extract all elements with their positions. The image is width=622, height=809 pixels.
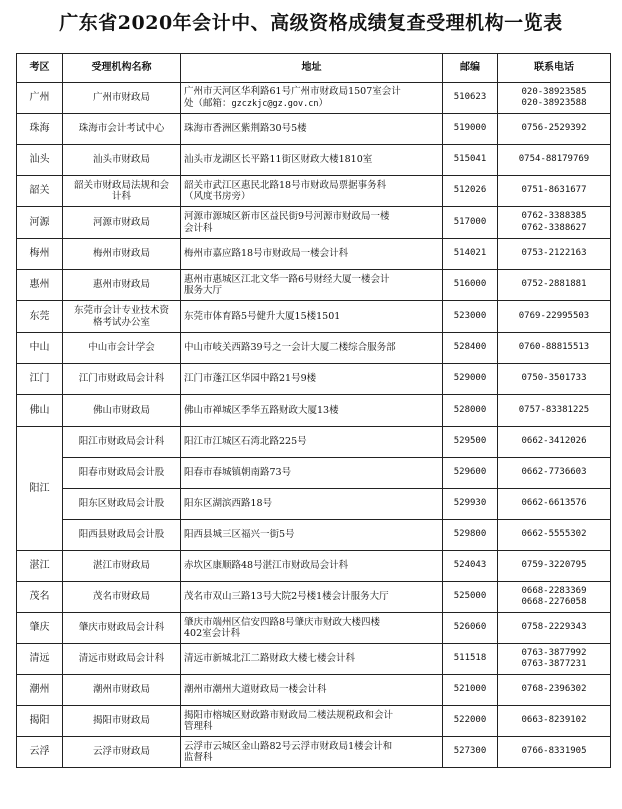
- address-line: 韶关市武江区惠民北路18号市财政局票据事务科: [184, 179, 387, 191]
- table-row: [17, 644, 611, 675]
- address-line: 阳江市江城区石湾北路225号: [184, 436, 307, 448]
- region-name: 湛江: [17, 551, 63, 582]
- org-name-line: 揭阳市财政局: [92, 715, 150, 727]
- org-name-line: 河源市财政局: [92, 216, 150, 228]
- org-name: [63, 613, 181, 644]
- address: [181, 520, 443, 551]
- org-name: [63, 333, 181, 364]
- address-line: 处（邮箱：gzczkjc@gz.gov.cn）: [184, 97, 329, 109]
- phone-line: 0662-6613576: [521, 498, 587, 509]
- zip-code: 510623: [443, 83, 498, 114]
- header-address: 地址: [181, 54, 443, 83]
- org-name-line: 阳东区财政局会计股: [78, 498, 165, 510]
- phone: [498, 145, 611, 176]
- phone-line: 0756-2529392: [521, 123, 587, 134]
- zip-code: 523000: [443, 301, 498, 333]
- phone: [498, 176, 611, 207]
- table-row: [17, 301, 611, 333]
- address-line: 阳西县城三区福兴一街5号: [184, 529, 295, 541]
- table-row: [17, 83, 611, 114]
- phone-line: 0766-8331905: [521, 746, 587, 757]
- region-name: 东莞: [17, 301, 63, 333]
- phone: [498, 83, 611, 114]
- phone-line: 0751-8631677: [521, 185, 587, 196]
- address-line: 402室会计科: [184, 628, 241, 639]
- table-row: [17, 520, 611, 551]
- phone-line: 0760-88815513: [518, 342, 590, 353]
- phone-line: 020-38923588: [521, 98, 587, 108]
- zip-code: 522000: [443, 706, 498, 737]
- org-name: [63, 551, 181, 582]
- address-line: 中山市岐关西路39号之一会计大厦二楼综合服务部: [184, 342, 396, 354]
- table-row: [17, 270, 611, 301]
- org-name: [63, 207, 181, 239]
- header-phone: 联系电话: [498, 54, 611, 83]
- phone: [498, 364, 611, 395]
- zip-code: 529500: [443, 427, 498, 458]
- address-line: 服务大厅: [184, 285, 223, 296]
- phone-line: 0668-2276058: [521, 597, 587, 607]
- phone: [498, 301, 611, 333]
- zip-code: 517000: [443, 207, 498, 239]
- header-region: 考区: [17, 54, 63, 83]
- phone-line: 0662-5555302: [521, 529, 587, 540]
- table-row: [17, 613, 611, 644]
- region-name: 河源: [17, 207, 63, 239]
- table-row: [17, 489, 611, 520]
- region-name: 广州: [17, 83, 63, 114]
- zip-code: 529930: [443, 489, 498, 520]
- phone-line: 0753-2122163: [521, 248, 587, 259]
- region-name: 揭阳: [17, 706, 63, 737]
- org-name-line: 江门市财政局会计科: [78, 373, 165, 385]
- address-line: 广州市天河区华利路61号广州市财政局1507室会计: [184, 86, 401, 97]
- org-name-line: 梅州市财政局: [92, 248, 150, 260]
- address: [181, 489, 443, 520]
- address-line: 会计科: [184, 222, 213, 234]
- phone: [498, 551, 611, 582]
- region-name: 珠海: [17, 114, 63, 145]
- table-body: [17, 83, 611, 768]
- zip-code: 526060: [443, 613, 498, 644]
- region-name: 阳江: [17, 427, 63, 551]
- phone-line: 0663-8239102: [521, 715, 587, 726]
- zip-code: 528000: [443, 395, 498, 427]
- phone-line: 0757-83381225: [518, 404, 590, 415]
- org-name-line: 茂名市财政局: [92, 591, 150, 603]
- table-row: [17, 333, 611, 364]
- org-name-line: 广州市财政局: [92, 92, 150, 104]
- address-line: （风度书房旁）: [184, 191, 251, 202]
- phone: [498, 675, 611, 706]
- address-line: 汕头市龙湖区长平路11街区财政大楼1810室: [184, 154, 373, 166]
- org-name-line: 阳西县财政局会计股: [78, 529, 165, 541]
- org-name: [63, 458, 181, 489]
- zip-code: 511518: [443, 644, 498, 675]
- org-name: [63, 644, 181, 675]
- table-row: [17, 458, 611, 489]
- org-name: [63, 427, 181, 458]
- zip-code: 529000: [443, 364, 498, 395]
- phone-line: 0662-3412026: [521, 436, 587, 447]
- address: [181, 145, 443, 176]
- org-name: [63, 176, 181, 207]
- phone-line: 0759-3220795: [521, 560, 587, 571]
- org-name-line: 潮州市财政局: [92, 684, 150, 696]
- phone-line: 0769-22995503: [518, 310, 590, 321]
- zip-code: 516000: [443, 270, 498, 301]
- address: [181, 458, 443, 489]
- phone: [498, 427, 611, 458]
- address-line: 潮州市潮州大道财政局一楼会计科: [184, 684, 327, 696]
- address-line: 惠州市惠城区江北文华一路6号财经大厦一楼会计: [184, 273, 390, 285]
- phone-line: 0762-3388385: [521, 211, 587, 221]
- table-row: [17, 239, 611, 270]
- address-line: 珠海市香洲区紫荆路30号5楼: [184, 123, 307, 135]
- phone: [498, 114, 611, 145]
- address-line: 揭阳市榕城区财政路市财政局二楼法规税政和会计: [184, 709, 394, 721]
- phone-line: 0762-3388627: [521, 222, 587, 233]
- org-name: [63, 706, 181, 737]
- address: [181, 737, 443, 768]
- address: [181, 427, 443, 458]
- phone: [498, 582, 611, 613]
- address: [181, 83, 443, 114]
- table-row: [17, 395, 611, 427]
- address-line: 江门市蓬江区华园中路21号9楼: [184, 373, 317, 385]
- phone: [498, 239, 611, 270]
- phone-line: 020-38923585: [521, 86, 587, 97]
- org-name: [63, 83, 181, 114]
- address-line: 赤坎区康顺路48号湛江市财政局会计科: [184, 560, 349, 572]
- zip-code: 525000: [443, 582, 498, 613]
- address: [181, 551, 443, 582]
- table-row: [17, 176, 611, 207]
- address-line: 管理科: [184, 721, 213, 732]
- zip-code: 512026: [443, 176, 498, 207]
- region-name: 肇庆: [17, 613, 63, 644]
- header-org: 受理机构名称: [63, 54, 181, 83]
- phone: [498, 644, 611, 675]
- phone: [498, 270, 611, 301]
- zip-code: 519000: [443, 114, 498, 145]
- zip-code: 529800: [443, 520, 498, 551]
- phone: [498, 520, 611, 551]
- phone-line: 0752-2881881: [521, 279, 587, 290]
- org-name: [63, 301, 181, 333]
- table-row: [17, 207, 611, 239]
- phone: [498, 395, 611, 427]
- zip-code: 514021: [443, 239, 498, 270]
- address: [181, 706, 443, 737]
- org-name-line: 肇庆市财政局会计科: [78, 622, 165, 634]
- address-line: 河源市源城区新市区益民街9号河源市财政局一楼: [184, 211, 390, 222]
- table-row: [17, 427, 611, 458]
- org-name-line: 格考试办公室: [92, 316, 150, 328]
- zip-code: 524043: [443, 551, 498, 582]
- phone: [498, 333, 611, 364]
- address: [181, 270, 443, 301]
- org-name-line: 东莞市会计专业技术资: [73, 305, 169, 316]
- phone-line: 0758-2229343: [521, 622, 587, 633]
- address-line: 云浮市云城区金山路82号云浮市财政局1楼会计和: [184, 740, 393, 752]
- address: [181, 644, 443, 675]
- phone-line: 0754-88179769: [518, 154, 590, 165]
- institution-table: [16, 53, 611, 768]
- region-name: 惠州: [17, 270, 63, 301]
- phone-line: 0750-3501733: [521, 373, 587, 384]
- org-name-line: 珠海市会计考试中心: [78, 123, 165, 135]
- org-name-line: 湛江市财政局: [92, 560, 150, 572]
- address: [181, 176, 443, 207]
- address: [181, 675, 443, 706]
- region-name: 中山: [17, 333, 63, 364]
- phone: [498, 737, 611, 768]
- region-name: 佛山: [17, 395, 63, 427]
- region-name: 韶关: [17, 176, 63, 207]
- address-line: 梅州市嘉应路18号市财政局一楼会计科: [184, 248, 349, 260]
- org-name-line: 阳江市财政局会计科: [78, 436, 165, 448]
- zip-code: 527300: [443, 737, 498, 768]
- org-name-line: 阳春市财政局会计股: [78, 467, 165, 479]
- region-name: 梅州: [17, 239, 63, 270]
- org-name: [63, 737, 181, 768]
- table-row: [17, 114, 611, 145]
- phone: [498, 207, 611, 239]
- org-name-line: 清远市财政局会计科: [78, 653, 165, 665]
- org-name-line: 韶关市财政局法规和会: [73, 179, 169, 191]
- zip-code: 515041: [443, 145, 498, 176]
- table-row: [17, 364, 611, 395]
- address: [181, 395, 443, 427]
- table-header-row: [17, 54, 611, 83]
- address: [181, 239, 443, 270]
- org-name: [63, 675, 181, 706]
- zip-code: 521000: [443, 675, 498, 706]
- address: [181, 333, 443, 364]
- org-name: [63, 114, 181, 145]
- address-line: 茂名市双山三路13号大院2号楼1楼会计服务大厅: [184, 591, 389, 603]
- org-name-line: 云浮市财政局: [92, 746, 150, 758]
- org-name: [63, 364, 181, 395]
- org-name: [63, 270, 181, 301]
- org-name: [63, 395, 181, 427]
- address-line: 东莞市体育路5号健升大厦15楼1501: [184, 310, 341, 322]
- table-row: [17, 582, 611, 613]
- zip-code: 529600: [443, 458, 498, 489]
- region-name: 江门: [17, 364, 63, 395]
- address-line: 阳春市春城镇朝南路73号: [184, 467, 292, 479]
- region-name: 云浮: [17, 737, 63, 768]
- table-row: [17, 706, 611, 737]
- table-row: [17, 675, 611, 706]
- phone-line: 0768-2396302: [521, 684, 587, 695]
- org-name: [63, 520, 181, 551]
- region-name: 清远: [17, 644, 63, 675]
- address-line: 监督科: [184, 752, 213, 763]
- address-line: 阳东区湖滨西路18号: [184, 498, 273, 510]
- phone: [498, 458, 611, 489]
- page-title: 广东省2020年会计中、高级资格成绩复查受理机构一览表: [59, 12, 563, 34]
- org-name: [63, 145, 181, 176]
- table-row: [17, 551, 611, 582]
- address-line: 肇庆市端州区信安四路8号肇庆市财政大楼四楼: [184, 616, 381, 628]
- address: [181, 582, 443, 613]
- address-line: 佛山市禅城区季华五路财政大厦13楼: [184, 404, 339, 416]
- org-name-line: 汕头市财政局: [92, 154, 150, 166]
- org-name: [63, 489, 181, 520]
- phone: [498, 613, 611, 644]
- address-line: 清远市新城北江二路财政大楼七楼会计科: [184, 653, 356, 665]
- address: [181, 114, 443, 145]
- table-row: [17, 145, 611, 176]
- org-name-line: 惠州市财政局: [92, 279, 150, 291]
- region-name: 汕头: [17, 145, 63, 176]
- phone-line: 0662-7736603: [521, 467, 587, 478]
- address: [181, 364, 443, 395]
- region-name: 茂名: [17, 582, 63, 613]
- org-name-line: 中山市会计学会: [88, 342, 155, 354]
- region-name: 潮州: [17, 675, 63, 706]
- org-name: [63, 239, 181, 270]
- phone-line: 0763-3877231: [521, 659, 587, 669]
- org-name-line: 佛山市财政局: [92, 404, 150, 416]
- address: [181, 613, 443, 644]
- email-address[interactable]: gzczkjc@gz.gov.cn: [231, 98, 319, 109]
- zip-code: 528400: [443, 333, 498, 364]
- phone-line: 0668-2283369: [521, 585, 587, 596]
- org-name-line: 计科: [111, 191, 131, 202]
- phone: [498, 489, 611, 520]
- phone-line: 0763-3877992: [521, 647, 587, 658]
- address: [181, 301, 443, 333]
- org-name: [63, 582, 181, 613]
- address: [181, 207, 443, 239]
- header-zip: 邮编: [443, 54, 498, 83]
- phone: [498, 706, 611, 737]
- table-row: [17, 737, 611, 768]
